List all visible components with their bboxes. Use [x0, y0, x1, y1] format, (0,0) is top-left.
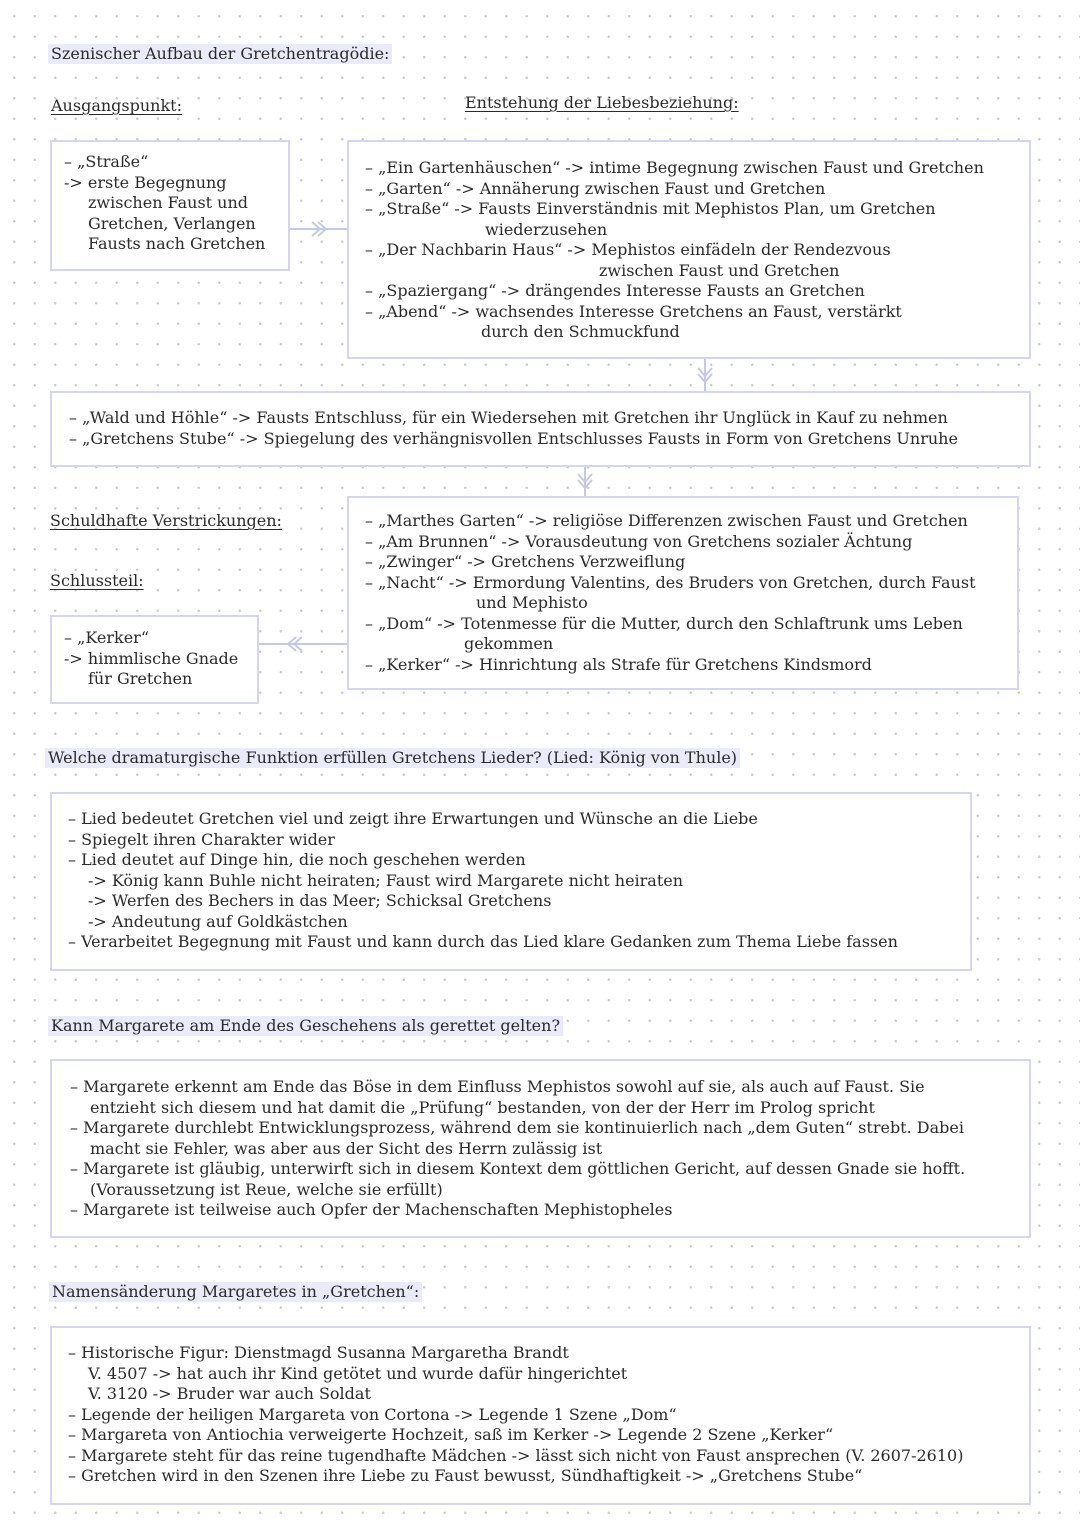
box-line: – Margarete durchlebt Entwicklungsprozess, während dem sie kontinuierlich nach „dem Guten“ strebt. Dabei: [70, 1118, 964, 1137]
box-line: – „Abend“ -> wachsendes Interesse Gretchens an Faust, verstärkt: [365, 301, 902, 321]
box-line: – Legende der heiligen Margareta von Cortona -> Legende 1 Szene „Dom“: [68, 1404, 677, 1424]
box-line: zwischen Faust und Gretchen: [599, 260, 840, 280]
box-line: – „Ein Gartenhäuschen“ -> intime Begegnung zwischen Faust und Gretchen: [365, 158, 984, 177]
box-line: – „Am Brunnen“ -> Vorausdeutung von Gretchens sozialer Ächtung: [365, 531, 913, 551]
box-line: – „Spaziergang“ -> drängendes Interesse Fausts an Gretchen: [365, 281, 865, 300]
box-line: – „Straße“ -> Fausts Einverständnis mit Mephistos Plan, um Gretchen: [365, 199, 936, 218]
box-line: – Spiegelt ihren Charakter wider: [68, 829, 335, 849]
box-line: – Lied deutet auf Dinge hin, die noch geschehen werden: [68, 850, 526, 869]
box-line: – „Zwinger“ -> Gretchens Verzweiflung: [365, 552, 686, 571]
box-lieder: [50, 792, 972, 971]
box-line: – „Gretchens Stube“ -> Spiegelung des verhängnisvollen Entschlusses Fausts in Form von Gretchens Unruhe: [69, 428, 958, 448]
box-line: -> Werfen des Bechers in das Meer; Schicksal Gretchens: [88, 891, 552, 910]
page-title: Szenischer Aufbau der Gretchentragödie:: [48, 44, 392, 64]
box-schuldhafte-verstrickungen: [347, 496, 1019, 690]
box-line: -> himmlische Gnade: [64, 648, 239, 668]
box-line: – Verarbeitet Begegnung mit Faust und kann durch das Lied klare Gedanken zum Thema Liebe fassen: [68, 932, 898, 951]
box-line: – „Marthes Garten“ -> religiöse Differenzen zwischen Faust und Gretchen: [365, 511, 968, 530]
box-wald-und-hoehle: [50, 391, 1031, 467]
box-line: -> König kann Buhle nicht heiraten; Faust wird Margarete nicht heiraten: [88, 870, 684, 890]
box-line: – Margarete erkennt am Ende das Böse in dem Einfluss Mephistos sowohl auf sie, als auch auf Faust. Sie: [70, 1077, 925, 1096]
box-line: Gretchen, Verlangen: [88, 213, 256, 233]
box-line: V. 4507 -> hat auch ihr Kind getötet und wurde dafür hingerichtet: [88, 1363, 628, 1383]
box-line: und Mephisto: [476, 593, 588, 612]
label-schlussteil: Schlussteil:: [50, 571, 144, 590]
box-line: – Historische Figur: Dienstmagd Susanna Margaretha Brandt: [68, 1343, 569, 1362]
label-ausgangspunkt: Ausgangspunkt:: [51, 96, 182, 115]
box-line: – „Nacht“ -> Ermordung Valentins, des Bruders von Gretchen, durch Faust: [365, 572, 976, 592]
box-line: wiederzusehen: [485, 219, 608, 239]
box-line: – „Kerker“ -> Hinrichtung als Strafe für Gretchens Kindsmord: [365, 654, 872, 674]
box-line: – Margarete ist teilweise auch Opfer der Machenschaften Mephistopheles: [70, 1200, 673, 1219]
box-line: entzieht sich diesem und hat damit die „Prüfung“ bestanden, von der der Herr im Prolog spricht: [90, 1097, 875, 1117]
box-entstehung: [347, 140, 1031, 359]
box-line: – „Garten“ -> Annäherung zwischen Faust und Gretchen: [365, 178, 826, 198]
section-heading-namensaenderung: Namensänderung Margaretes in „Gretchen“:: [49, 1282, 422, 1302]
label-entstehung: Entstehung der Liebesbeziehung:: [465, 93, 739, 112]
box-line: – „Wald und Höhle“ -> Fausts Entschluss, für ein Wiedersehen mit Gretchen ihr Unglück in Kauf zu nehmen: [69, 408, 948, 427]
box-line: für Gretchen: [88, 669, 193, 688]
box-line: (Voraussetzung ist Reue, welche sie erfüllt): [90, 1179, 443, 1199]
box-namensaenderung: [50, 1326, 1031, 1505]
box-line: – „Der Nachbarin Haus“ -> Mephistos einfädeln der Rendezvous: [365, 240, 891, 259]
box-line: zwischen Faust und: [88, 193, 249, 212]
box-line: macht sie Fehler, was aber aus der Sicht des Herrn zulässig ist: [90, 1138, 603, 1158]
box-kerker: [50, 615, 259, 704]
box-line: – Lied bedeutet Gretchen viel und zeigt ihre Erwartungen und Wünsche an die Liebe: [68, 809, 758, 828]
section-heading-lieder: Welche dramaturgische Funktion erfüllen Gretchens Lieder? (Lied: König von Thule): [45, 748, 740, 768]
section-heading-gerettet: Kann Margarete am Ende des Geschehens als gerettet gelten?: [48, 1016, 563, 1036]
box-line: – Margareta von Antiochia verweigerte Hochzeit, saß im Kerker -> Legende 2 Szene „Kerker“: [68, 1425, 834, 1444]
label-schuldhafte: Schuldhafte Verstrickungen:: [50, 511, 282, 530]
box-line: -> Andeutung auf Goldkästchen: [88, 911, 348, 931]
box-line: -> erste Begegnung: [64, 172, 227, 192]
box-line: Fausts nach Gretchen: [88, 234, 266, 253]
box-line: – „Dom“ -> Totenmesse für die Mutter, durch den Schlaftrunk ums Leben: [365, 613, 963, 633]
box-line: – „Straße“: [64, 152, 149, 171]
box-ausgangspunkt: [50, 140, 290, 271]
box-line: durch den Schmuckfund: [481, 322, 680, 341]
box-line: – Gretchen wird in den Szenen ihre Liebe zu Faust bewusst, Sündhaftigkeit -> „Gretchens Stube“: [68, 1466, 863, 1485]
box-gerettet: [50, 1059, 1031, 1238]
box-line: – Margarete steht für das reine tugendhafte Mädchen -> lässt sich nicht von Faust ansprechen (V. 2607-2610): [68, 1445, 964, 1465]
box-line: V. 3120 -> Bruder war auch Soldat: [88, 1384, 371, 1403]
box-line: – „Kerker“: [64, 628, 150, 647]
box-line: gekommen: [464, 634, 554, 653]
box-line: – Margarete ist gläubig, unterwirft sich in diesem Kontext dem göttlichen Gericht, auf dessen Gnade sie hofft.: [70, 1159, 966, 1178]
